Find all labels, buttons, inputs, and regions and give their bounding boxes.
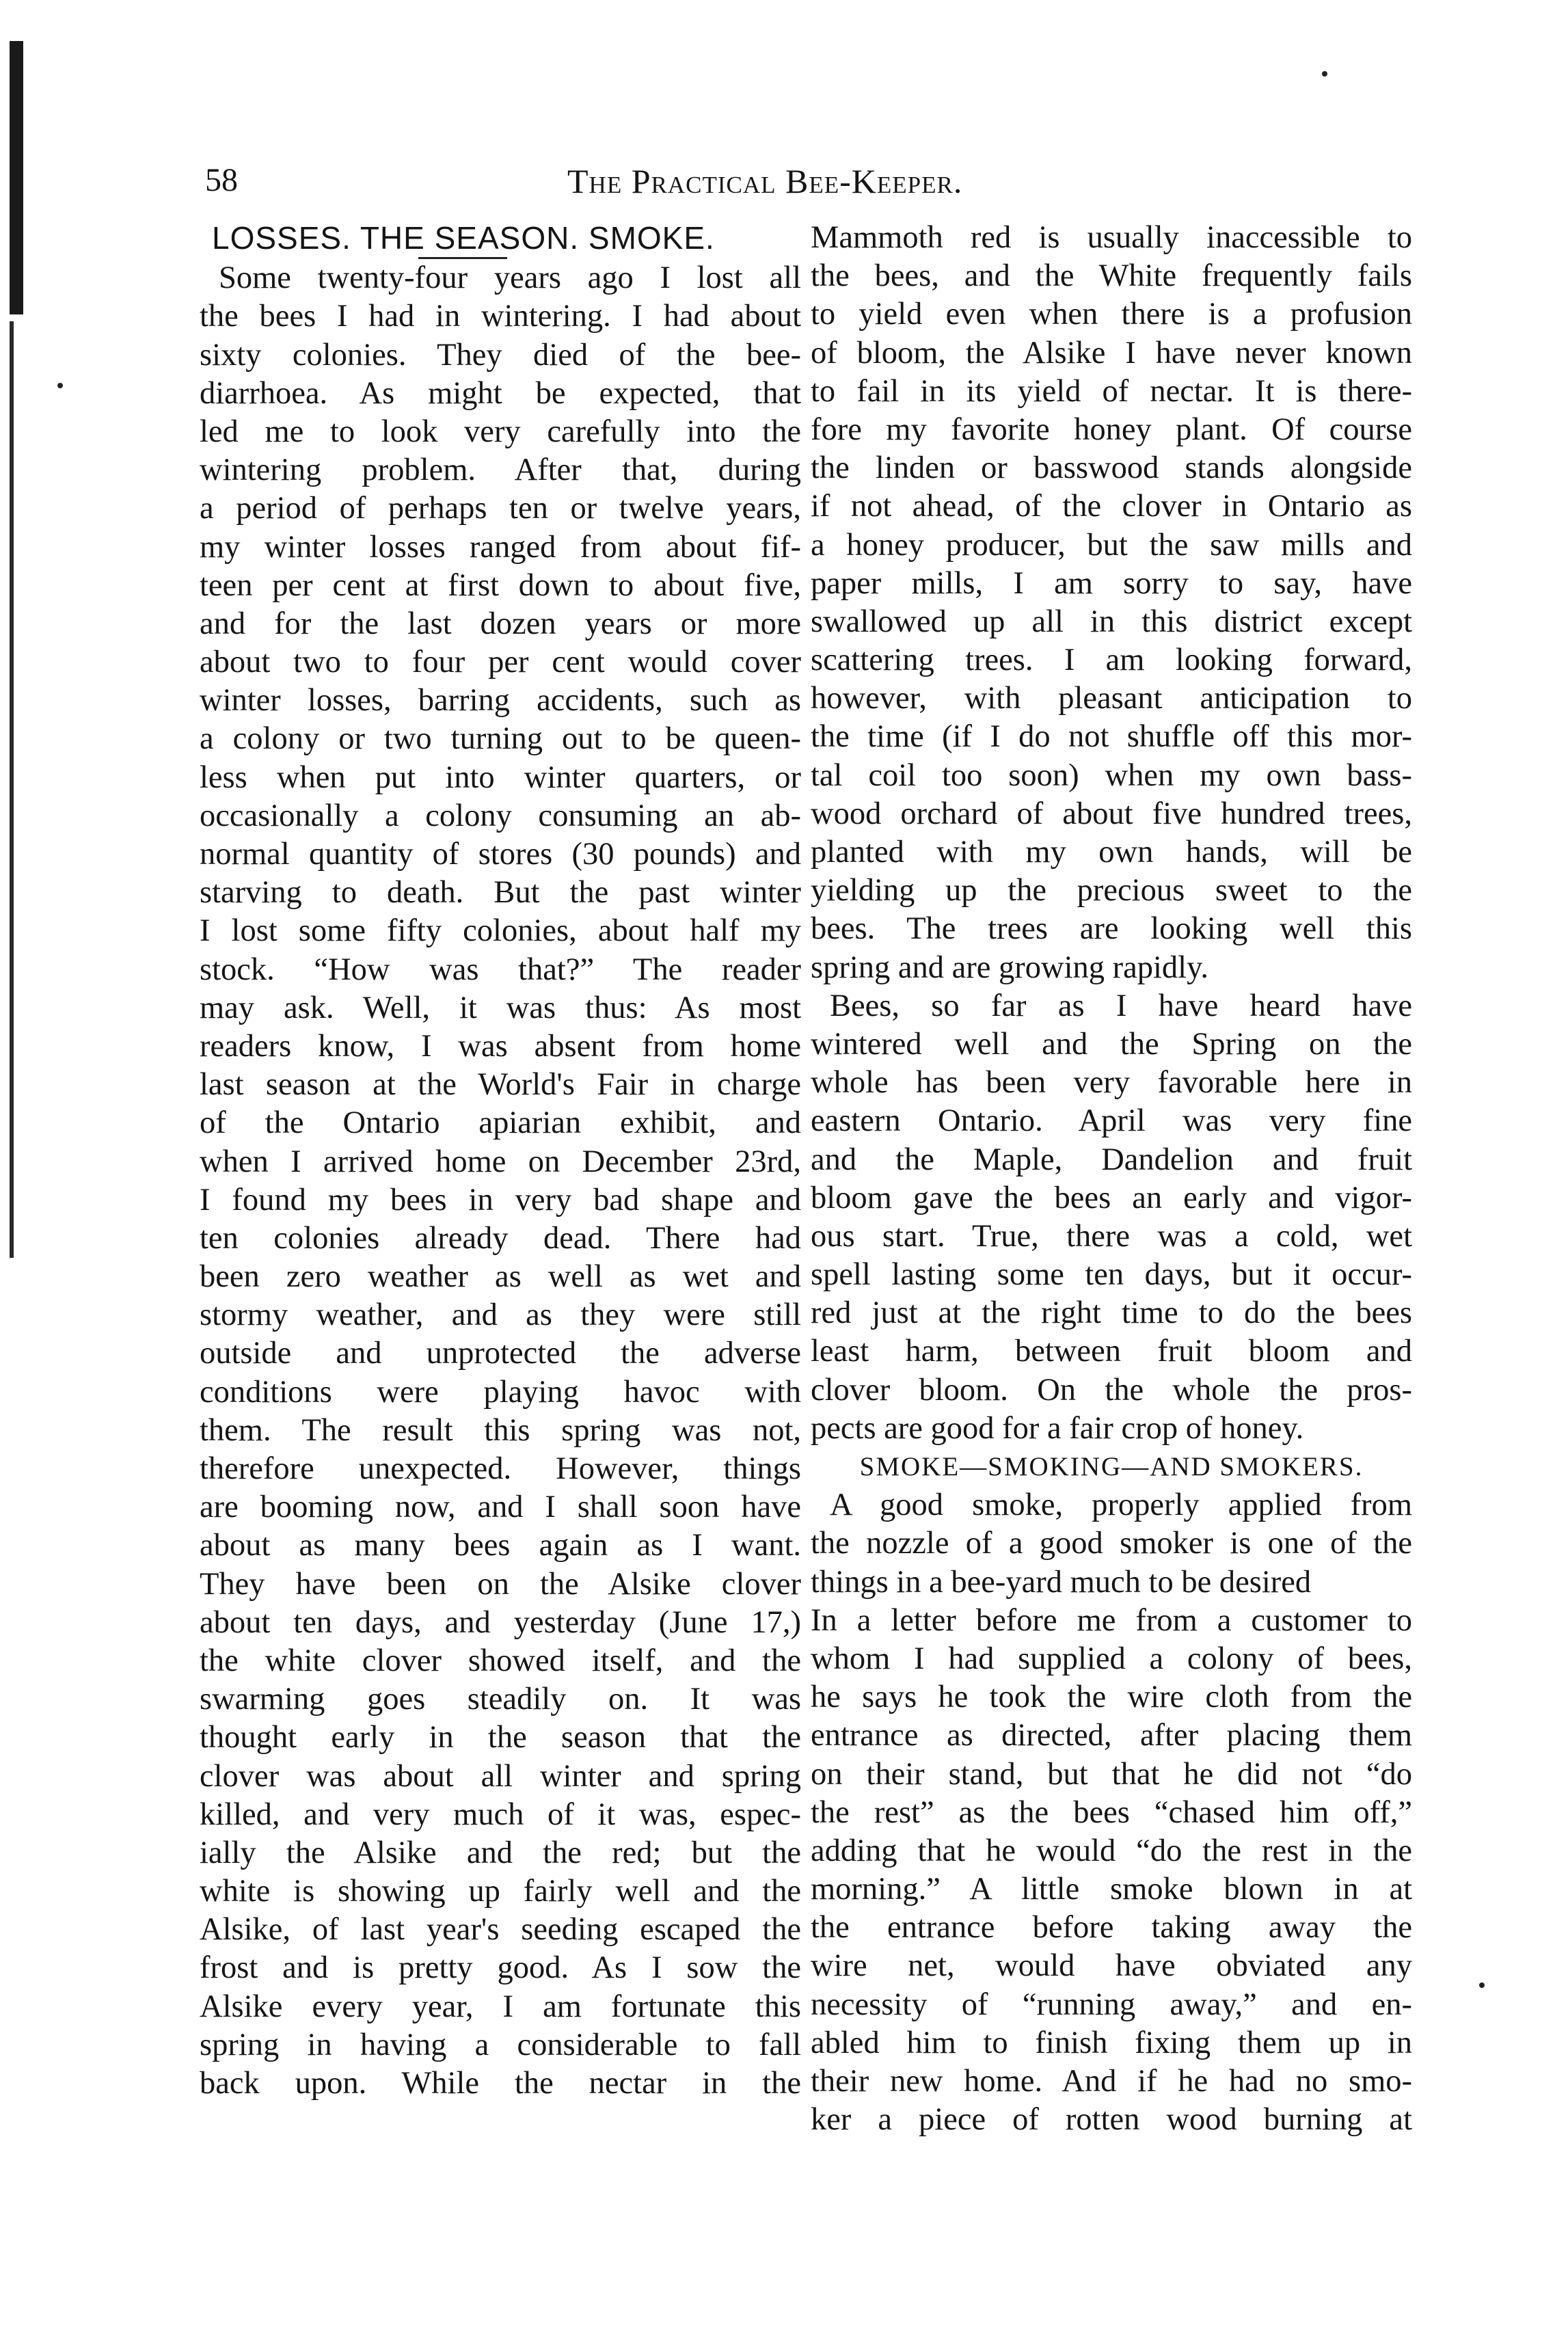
text-line: the bees I had in wintering. I had about [200,299,801,334]
text-line: of bloom, the Alsike I have never known [811,335,1412,371]
text-line: They have been on the Alsike clover [200,1566,801,1602]
text-line: tal coil too soon) when my own bass- [811,757,1412,793]
text-line: pects are good for a fair crop of honey. [811,1410,1304,1446]
text-line: the rest” as the bees “chased him off,” [811,1794,1412,1830]
text-line: them. The result this spring was not, [200,1412,801,1448]
text-line: to yield even when there is a profusion [811,297,1412,332]
text-line: are booming now, and I shall soon have [200,1490,801,1525]
text-line: diarrhoea. As might be expected, that [200,375,801,411]
text-line: Mammoth red is usually inaccessible to [811,220,1412,255]
text-line: on their stand, but that he did not “do [811,1756,1412,1792]
text-line: a period of perhaps ten or twelve years, [200,491,801,526]
subsection-heading: SMOKE—SMOKING—AND SMOKERS. [859,1452,1364,1481]
text-line: red just at the right time to do the bees [811,1295,1412,1331]
text-line: spring in having a considerable to fall [200,2027,801,2062]
text-line: I lost some fifty colonies, about half my [200,913,801,949]
text-line: paper mills, I am sorry to say, have [811,565,1412,601]
text-line: outside and unprotected the adverse [200,1336,801,1371]
text-line: Alsike, of last year's seeding escaped the [200,1912,801,1948]
text-line: if not ahead, of the clover in Ontario as [811,489,1412,524]
text-line: scattering trees. I am looking forward, [811,643,1412,678]
text-line: spell lasting some ten days, but it occur- [811,1257,1412,1293]
text-line: of the Ontario apiarian exhibit, and [200,1105,801,1141]
text-line: least harm, between fruit bloom and [811,1334,1412,1369]
text-line: however, with pleasant anticipation to [811,681,1412,716]
section-heading: LOSSES. THE SEASON. SMOKE. [212,220,715,256]
text-line: when I arrived home on December 23rd, [200,1144,801,1179]
text-line: the white clover showed itself, and the [200,1643,801,1678]
text-line: the bees, and the White frequently fails [811,258,1412,294]
text-line: planted with my own hands, will be [811,835,1412,870]
text-line: therefore unexpected. However, things [200,1451,801,1486]
text-line: entrance as directed, after placing them [811,1718,1412,1753]
text-line: teen per cent at first down to about five, [200,567,801,603]
text-line: sixty colonies. They died of the bee- [200,337,801,373]
text-line: Bees, so far as I have heard have [830,988,1412,1023]
text-line: ous start. True, there was a cold, wet [811,1218,1412,1254]
text-line: ker a piece of rotten wood burning at [811,2102,1412,2138]
text-line: swallowed up all in this district except [811,604,1412,639]
text-line: back upon. While the nectar in the [200,2066,801,2101]
text-line: frost and is pretty good. As I sow the [200,1950,801,1986]
text-line: abled him to finish fixing them up in [811,2025,1412,2060]
right-column-text [811,219,1412,1448]
text-line: the linden or basswood stands alongside [811,450,1412,486]
text-line: readers know, I was absent from home [200,1028,801,1064]
text-line: clover was about all winter and spring [200,1758,801,1794]
text-line: about ten days, and yesterday (June 17,) [200,1604,801,1640]
text-line: Alsike every year, I am fortunate this [200,1989,801,2024]
text-line: white is showing up fairly well and the [200,1874,801,1909]
text-line: yielding up the precious sweet to the [811,873,1412,909]
text-line: wood orchard of about five hundred trees, [811,796,1412,831]
running-title: The Practical Bee-Keeper. [567,162,963,200]
text-line: A good smoke, properly applied from [830,1488,1412,1523]
page-number: 58 [205,162,238,198]
text-line: occasionally a colony consuming an ab- [200,798,801,833]
text-line: bloom gave the bees an early and vigor- [811,1180,1412,1215]
text-line: wire net, would have obviated any [811,1948,1412,1984]
text-line: he says he took the wire cloth from the [811,1680,1412,1715]
text-line: about two to four per cent would cover [200,645,801,680]
right-column [811,219,1412,2139]
text-line: and the Maple, Dandelion and fruit [811,1142,1412,1177]
scan-edge-line [10,321,14,1258]
text-line: wintering problem. After that, during [200,453,801,488]
text-line: stock. “How was that?” The reader [200,952,801,987]
scan-speck [57,383,63,388]
text-line: led me to look very carefully into the [200,414,801,449]
text-line: about as many bees again as I want. [200,1528,801,1563]
text-line: the nozzle of a good smoker is one of the [811,1526,1412,1561]
text-line: stormy weather, and as they were still [200,1297,801,1333]
text-line: I found my bees in very bad shape and [200,1182,801,1218]
text-line: swarming goes steadily on. It was [200,1682,801,1717]
text-line: whole has been very favorable here in [811,1065,1412,1101]
text-line: ten colonies already dead. There had [200,1220,801,1256]
text-line: In a letter before me from a customer to [811,1602,1412,1638]
text-line: ially the Alsike and the red; but the [200,1835,801,1870]
text-line: their new home. And if he had no smo- [811,2064,1412,2099]
text-line: eastern Ontario. April was very fine [811,1103,1412,1139]
right-column-text-continued [811,1486,1412,2139]
text-line: wintered well and the Spring on the [811,1026,1412,1062]
text-line: a honey producer, but the saw mills and [811,527,1412,563]
text-line: to fail in its yield of nectar. It is there- [811,373,1412,409]
text-line: spring and are growing rapidly. [811,950,1208,985]
text-line: killed, and very much of it was, espec- [200,1797,801,1832]
text-line: Some twenty-four years ago I lost all [219,260,801,296]
left-column-text [200,259,801,2103]
text-line: starving to death. But the past winter [200,875,801,911]
text-line: thought early in the season that the [200,1720,801,1756]
text-line: conditions were playing havoc with [200,1374,801,1410]
text-line: been zero weather as well as wet and [200,1259,801,1295]
text-line: the entrance before taking away the [811,1910,1412,1946]
text-line: fore my favorite honey plant. Of course [811,412,1412,447]
text-line: morning.” A little smoke blown in at [811,1872,1412,1907]
text-line: less when put into winter quarters, or [200,759,801,795]
text-line: things in a bee-yard much to be desired [811,1564,1312,1600]
text-line: necessity of “running away,” and en- [811,1987,1412,2022]
text-line: and for the last dozen years or more [200,606,801,641]
scan-speck [1479,1982,1485,1988]
text-line: bees. The trees are looking well this [811,911,1412,947]
text-line: clover bloom. On the whole the pros- [811,1372,1412,1408]
text-line: whom I had supplied a colony of bees, [811,1641,1412,1676]
text-line: adding that he would “do the rest in the [811,1833,1412,1868]
text-line: my winter losses ranged from about fif- [200,529,801,565]
text-line: may ask. Well, it was thus: As most [200,990,801,1025]
scan-speck [1322,71,1327,77]
text-line: last season at the World's Fair in charge [200,1067,801,1103]
page-header [205,161,1422,209]
scan-edge-shadow [10,41,23,314]
text-line: a colony or two turning out to be queen- [200,721,801,757]
left-column [200,219,801,2103]
text-line: winter losses, barring accidents, such as [200,683,801,718]
text-line: normal quantity of stores (30 pounds) and [200,837,801,872]
text-line: the time (if I do not shuffle off this mor- [811,719,1412,755]
